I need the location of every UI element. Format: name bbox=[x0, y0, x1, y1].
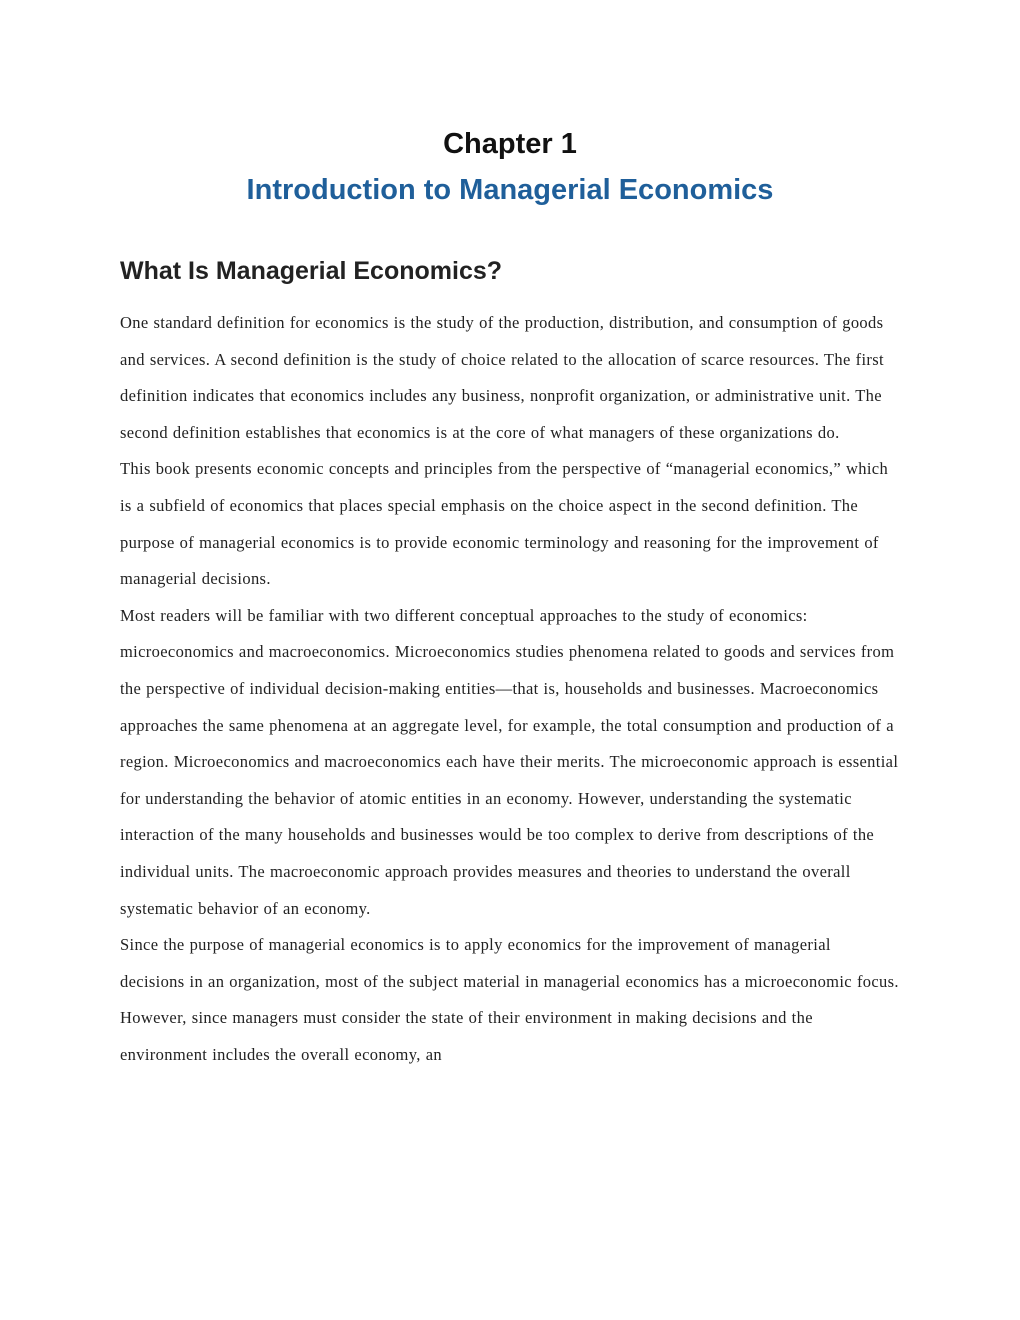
paragraph-4: Since the purpose of managerial economics is to apply economics for the improvement of managerial decisions in an organization, most of the subject material in managerial economics has a microeconomic focus. However, since managers must consider the state of their environment in making decisions and the environment includes the overall economy, an bbox=[120, 935, 899, 1064]
paragraph-3: Most readers will be familiar with two different conceptual approaches to the study of economics: microeconomics and macroeconomics. Microeconomics studies phenomena related to goods and services from the perspective of individual decision-making entities—that is, households and businesses. Macroeconomics approaches the same phenomena at an aggregate level, for example, the total consumption and production of a region. Microeconomics and macroeconomics each have their merits. The microeconomic approach is essential for understanding the behavior of atomic entities in an economy. However, understanding the systematic interaction of the many households and businesses would be too complex to derive from descriptions of the individual units. The macroeconomic approach provides measures and theories to understand the overall systematic behavior of an economy. bbox=[120, 605, 899, 918]
paragraph-2: This book presents economic concepts and principles from the perspective of “managerial economics,” which is a subfield of economics that places special emphasis on the choice aspect in the second definition. The purpose of managerial economics is to provide economic terminology and reasoning for the improvement of managerial decisions. bbox=[120, 459, 889, 589]
body-text bbox=[120, 305, 900, 1073]
chapter-number: Chapter 1 bbox=[443, 128, 577, 160]
paragraph-1: One standard definition for economics is the study of the production, distribution, and consumption of goods and services. A second definition is the study of choice related to the allocation of scarce resources. The first definition indicates that economics includes any business, nonprofit organization, or administrative unit. The second definition establishes that economics is at the core of what managers of these organizations do. bbox=[120, 313, 884, 442]
section-heading: What Is Managerial Economics? bbox=[120, 257, 503, 285]
chapter-title: Introduction to Managerial Economics bbox=[246, 174, 774, 206]
